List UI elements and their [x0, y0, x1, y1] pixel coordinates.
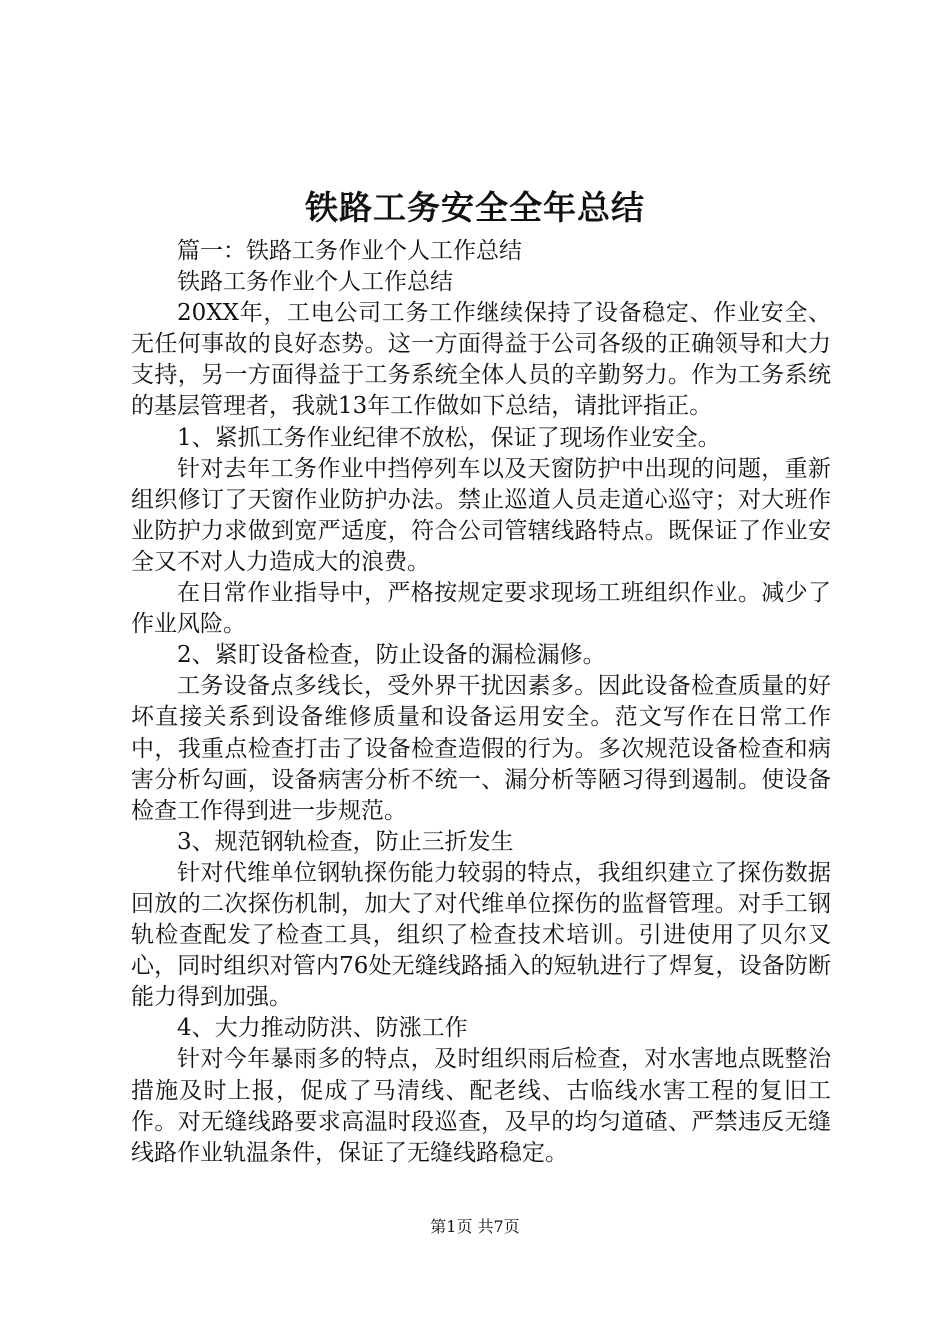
item-heading: 1、紧抓工务作业纪律不放松，保证了现场作业安全。 [177, 424, 721, 451]
paragraph: 工务设备点多线长，受外界干扰因素多。因此设备检查质量的好坏直接关系到设备维修质量和设备运用安全。范文写作在日常工作中，我重点检查打击了设备检查造假的行为。多次规范设备检查和病害分析勾画，设备病害分析不统一、漏分析等陋习得到遏制。使设备检查工作得到进一步规范。 [131, 673, 831, 824]
sub-heading: 铁路工务作业个人工作总结 [177, 269, 453, 296]
paragraph: 针对今年暴雨多的特点，及时组织雨后检查，对水害地点既整治措施及时上报，促成了马清线、配老线、古临线水害工程的复旧工作。对无缝线路要求高温时段巡查，及早的均匀道碴、严禁违反无缝线路作业轨温条件，保证了无缝线路稳定。 [131, 1046, 831, 1166]
paragraph: 针对代维单位钢轨探伤能力较弱的特点，我组织建立了探伤数据回放的二次探伤机制，加大了对代维单位探伤的监督管理。对手工钢轨检查配发了检查工具，组织了检查技术培训。引进使用了贝尔叉心，同时组织对管内76处无缝线路插入的短轨进行了焊复，设备防断能力得到加强。 [131, 859, 831, 1011]
item-heading: 4、大力推动防洪、防涨工作 [177, 1015, 468, 1042]
document-title: 铁路工务安全全年总结 [305, 188, 645, 227]
page-number: 第1页 共7页 [430, 1217, 520, 1236]
item-heading: 3、规范钢轨检查，防止三折发生 [177, 828, 514, 855]
item-heading: 2、紧盯设备检查，防止设备的漏检漏修。 [177, 642, 606, 669]
paragraph: 20XX年，工电公司工务工作继续保持了设备稳定、作业安全、无任何事故的良好态势。这一方面得益于公司各级的正确领导和大力支持，另一方面得益于工务系统全体人员的辛勤努力。作为工务系统的基层管理者，我就13年工作做如下总结，请批评指正。 [131, 300, 831, 420]
section-heading: 篇一：铁路工务作业个人工作总结 [177, 238, 522, 264]
document-body [131, 236, 831, 1169]
paragraph: 针对去年工务作业中挡停列车以及天窗防护中出现的问题，重新组织修订了天窗作业防护办法。禁止巡道人员走道心巡守；对大班作业防护力求做到宽严适度，符合公司管辖线路特点。既保证了作业安全又不对人力造成大的浪费。 [131, 455, 831, 575]
paragraph: 在日常作业指导中，严格按规定要求现场工班组织作业。减少了作业风险。 [131, 580, 831, 638]
